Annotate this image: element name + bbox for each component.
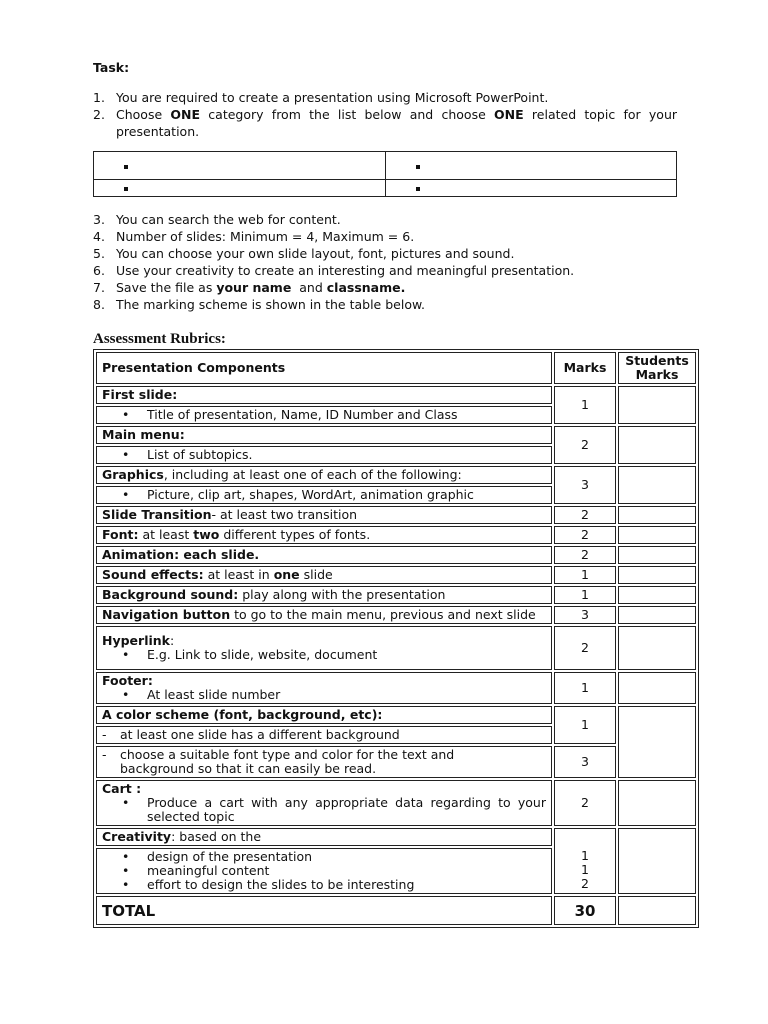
navigation-cell [96, 606, 552, 624]
component-label: Font: [102, 527, 139, 542]
marks-cell: 2 [554, 780, 616, 826]
marks-cell: 1 [554, 386, 616, 424]
transition-cell [96, 506, 552, 524]
marks-cell: 1 [554, 706, 616, 744]
color-scheme-label-cell [96, 706, 552, 724]
table-row [96, 746, 696, 778]
component-detail: slide [299, 567, 333, 582]
task-step [93, 245, 677, 262]
step-number: 4. [93, 229, 105, 244]
color-scheme-item-cell [96, 726, 552, 744]
table-row [96, 386, 696, 404]
marks-cell: 2 [554, 526, 616, 544]
main-menu-item-cell [96, 446, 552, 464]
students-marks-cell[interactable] [618, 828, 696, 894]
total-label: TOTAL [96, 896, 552, 925]
component-label: Footer: [102, 673, 153, 688]
students-marks-cell[interactable] [618, 566, 696, 584]
step-text: You can choose your own slide layout, font, pictures and sound. [116, 246, 515, 261]
table-row [96, 506, 696, 524]
step-text: You can search the web for content. [116, 212, 341, 227]
component-item: Title of presentation, Name, ID Number and Class [147, 407, 458, 422]
marks-cell: 3 [554, 466, 616, 504]
task-step [93, 228, 677, 245]
table-row [96, 606, 696, 624]
square-bullet-icon [416, 187, 420, 191]
table-row [96, 586, 696, 604]
category-row [94, 152, 677, 180]
marks-cell: 3 [554, 606, 616, 624]
component-label: Slide Transition [102, 507, 212, 522]
cart-item-line: selected topic [147, 809, 235, 824]
students-marks-cell[interactable] [618, 626, 696, 670]
component-label: Sound effects: [102, 567, 204, 582]
step-text-part: and [291, 280, 327, 295]
component-label: Cart : [102, 781, 142, 796]
table-row [96, 426, 696, 444]
component-detail: at least in [203, 567, 274, 582]
bullet-icon: • [122, 863, 130, 878]
table-row [96, 706, 696, 724]
dash-marker: - [102, 727, 107, 742]
task-step [93, 89, 677, 106]
category-cell [385, 152, 677, 180]
marks-cell: 3 [554, 746, 616, 778]
component-detail: , including at least one of each of the following: [163, 467, 462, 482]
component-label: Animation: each slide. [102, 547, 260, 562]
marks-cell: 2 [554, 546, 616, 564]
marks-cell: 2 [554, 626, 616, 670]
emphasis-your-name: your name [216, 280, 292, 295]
component-emphasis: one [273, 567, 300, 582]
component-item: background so that it can easily be read. [120, 761, 377, 776]
component-item: meaningful content [147, 863, 270, 878]
component-item: List of subtopics. [147, 447, 253, 462]
step-number: 3. [93, 212, 105, 227]
students-marks-cell[interactable] [618, 466, 696, 504]
step-text: You are required to create a presentation using Microsoft PowerPoint. [116, 90, 549, 105]
rubric-table [93, 349, 699, 928]
students-marks-cell[interactable] [618, 386, 696, 424]
students-marks-cell[interactable] [618, 780, 696, 826]
component-item: At least slide number [147, 687, 281, 702]
background-sound-cell [96, 586, 552, 604]
component-detail: to go to the main menu, previous and next slide [230, 607, 536, 622]
category-cell [94, 180, 386, 197]
students-marks-cell[interactable] [618, 672, 696, 704]
component-detail: - at least two transition [211, 507, 358, 522]
header-components: Presentation Components [96, 352, 552, 384]
emphasis-one: ONE [170, 107, 201, 122]
table-row [96, 526, 696, 544]
total-row [96, 896, 696, 925]
component-item: Picture, clip art, shapes, WordArt, animation graphic [147, 487, 474, 502]
task-step [93, 296, 677, 313]
students-marks-cell[interactable] [618, 426, 696, 464]
footer-cell [96, 672, 552, 704]
marks-cell: 1 [554, 672, 616, 704]
step-text [116, 106, 677, 140]
header-students-marks [618, 352, 696, 384]
cart-item-line: Produce a cart with any appropriate data regarding to your [147, 795, 546, 810]
component-label: First slide: [102, 387, 178, 402]
table-row [96, 828, 696, 846]
main-menu-label-cell [96, 426, 552, 444]
step-text-part: Save the file as [116, 280, 217, 295]
component-detail: at least [138, 527, 194, 542]
component-emphasis: two [193, 527, 220, 542]
component-label: A color scheme (font, background, etc): [102, 707, 383, 722]
component-detail: play along with the presentation [238, 587, 446, 602]
component-item [147, 796, 546, 824]
graphics-label-cell [96, 466, 552, 484]
marks-value: 1 [581, 862, 589, 877]
square-bullet-icon [124, 187, 128, 191]
marks-cell: 1 [554, 566, 616, 584]
step-number: 7. [93, 280, 105, 295]
bullet-icon: • [122, 647, 130, 662]
step-text-part: related topic for your presentation. [116, 107, 678, 139]
graphics-item-cell [96, 486, 552, 504]
table-row [96, 626, 696, 670]
square-bullet-icon [124, 165, 128, 169]
sound-effects-cell [96, 566, 552, 584]
first-slide-item-cell [96, 406, 552, 424]
marks-cell: 1 [554, 586, 616, 604]
square-bullet-icon [416, 165, 420, 169]
step-text: Number of slides: Minimum = 4, Maximum = 6. [116, 229, 415, 244]
component-detail: different types of fonts. [219, 527, 371, 542]
bullet-icon: • [122, 407, 130, 422]
component-detail: : based on the [171, 829, 262, 844]
emphasis-classname: classname. [326, 280, 406, 295]
step-number: 5. [93, 246, 105, 261]
component-item: design of the presentation [147, 849, 313, 864]
marks-cell [554, 828, 616, 894]
component-label: Graphics [102, 467, 164, 482]
step-number: 8. [93, 297, 105, 312]
component-item: E.g. Link to slide, website, document [147, 647, 378, 662]
task-steps-list-b [93, 211, 677, 313]
task-heading: Task: [93, 60, 130, 75]
step-number: 1. [93, 90, 105, 105]
step-text [116, 279, 677, 296]
students-marks-cell[interactable] [618, 526, 696, 544]
bullet-icon: • [122, 877, 130, 892]
component-label: Creativity [102, 829, 172, 844]
rubric-header-row [96, 352, 696, 384]
step-text: Use your creativity to create an interesting and meaningful presentation. [116, 263, 575, 278]
bullet-icon: • [122, 487, 130, 502]
category-cell [94, 152, 386, 180]
table-row [96, 466, 696, 484]
header-marks: Marks [554, 352, 616, 384]
students-marks-cell[interactable] [618, 706, 696, 778]
bullet-icon: • [122, 687, 130, 702]
marks-value: 1 [581, 848, 589, 863]
table-row [96, 672, 696, 704]
component-label: Navigation button [102, 607, 231, 622]
total-marks: 30 [554, 896, 616, 925]
bullet-icon: • [122, 795, 130, 810]
component-item: effort to design the slides to be interesting [147, 877, 415, 892]
students-marks-cell[interactable] [618, 546, 696, 564]
header-students-line1: Students [625, 353, 689, 368]
component-label: Background sound: [102, 587, 239, 602]
step-number: 6. [93, 263, 105, 278]
category-row [94, 180, 677, 197]
students-marks-cell[interactable] [618, 586, 696, 604]
students-marks-cell[interactable] [618, 606, 696, 624]
color-scheme-item-cell [96, 746, 552, 778]
marks-value: 2 [581, 876, 589, 891]
component-item: choose a suitable font type and color for the text and [120, 747, 455, 762]
font-cell [96, 526, 552, 544]
category-table [93, 151, 677, 197]
table-row [96, 566, 696, 584]
task-step [93, 106, 677, 140]
task-steps-list-a [93, 89, 677, 140]
task-step [93, 279, 677, 296]
task-step [93, 211, 677, 228]
table-row [96, 780, 696, 826]
animation-cell [96, 546, 552, 564]
component-label: Hyperlink [102, 633, 170, 648]
dash-marker: - [102, 747, 107, 762]
bullet-icon: • [122, 447, 130, 462]
marks-cell: 2 [554, 506, 616, 524]
emphasis-one: ONE [494, 107, 524, 122]
first-slide-label-cell [96, 386, 552, 404]
students-total-cell[interactable] [618, 896, 696, 925]
bullet-icon: • [122, 849, 130, 864]
rubric-heading: Assessment Rubrics: [93, 331, 226, 347]
hyperlink-cell [96, 626, 552, 670]
step-text-part: category from the list below and choose [200, 107, 495, 122]
creativity-label-cell [96, 828, 552, 846]
component-label: Main menu: [102, 427, 185, 442]
task-step [93, 262, 677, 279]
students-marks-cell[interactable] [618, 506, 696, 524]
cart-cell [96, 780, 552, 826]
header-students-line2: Marks [635, 367, 679, 382]
creativity-items-cell [96, 848, 552, 894]
marks-cell: 2 [554, 426, 616, 464]
table-row [96, 546, 696, 564]
step-text: The marking scheme is shown in the table below. [116, 297, 426, 312]
component-item: at least one slide has a different background [120, 727, 400, 742]
step-text-part: Choose [116, 107, 171, 122]
category-cell [385, 180, 677, 197]
step-number: 2. [93, 107, 105, 122]
component-detail: : [169, 633, 175, 648]
